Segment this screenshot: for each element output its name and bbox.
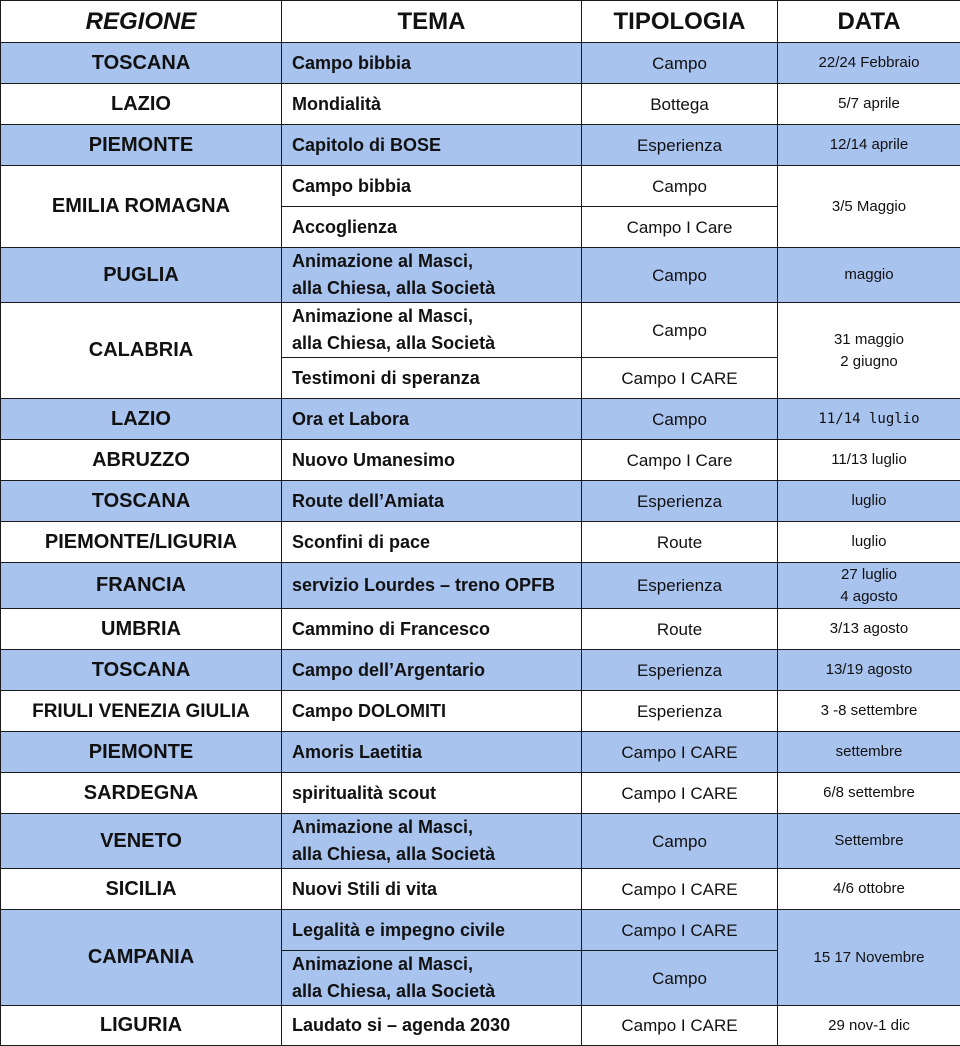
tema-line: Animazione al Masci, — [292, 814, 577, 841]
regione-cell: TOSCANA — [1, 43, 282, 84]
tipologia-cell: Esperienza — [582, 650, 778, 691]
data-line: 4 agosto — [782, 586, 956, 608]
regione-cell: TOSCANA — [1, 481, 282, 522]
data-cell — [778, 563, 960, 609]
tema-cell: Campo bibbia — [282, 43, 582, 84]
data-cell: settembre — [778, 732, 960, 773]
tema-cell — [282, 303, 582, 358]
tipologia-cell: Campo I CARE — [582, 910, 778, 951]
tema-cell: servizio Lourdes – treno OPFB — [282, 563, 582, 609]
data-cell: 4/6 ottobre — [778, 869, 960, 910]
table-row — [1, 869, 960, 910]
data-cell: 3 -8 settembre — [778, 691, 960, 732]
tipologia-cell: Campo I CARE — [582, 358, 778, 399]
tema-line: alla Chiesa, alla Società — [292, 978, 577, 1005]
tema-line: alla Chiesa, alla Società — [292, 275, 577, 302]
header-tema: TEMA — [282, 1, 582, 43]
tema-cell — [282, 951, 582, 1006]
tipologia-cell: Campo I CARE — [582, 732, 778, 773]
tipologia-cell: Campo I Care — [582, 440, 778, 481]
table-row — [1, 125, 960, 166]
table-row — [1, 732, 960, 773]
tema-cell: Legalità e impegno civile — [282, 910, 582, 951]
regione-cell: PUGLIA — [1, 248, 282, 303]
tipologia-cell: Campo I CARE — [582, 773, 778, 814]
header-row — [1, 1, 960, 43]
data-cell: 29 nov-1 dic — [778, 1006, 960, 1046]
regione-cell: ABRUZZO — [1, 440, 282, 481]
regione-cell: LAZIO — [1, 84, 282, 125]
tema-cell: Sconfini di pace — [282, 522, 582, 563]
table-row — [1, 84, 960, 125]
data-cell — [778, 303, 960, 399]
tipologia-cell: Bottega — [582, 84, 778, 125]
tipologia-cell: Campo — [582, 248, 778, 303]
data-cell: 15 17 Novembre — [778, 910, 960, 1006]
data-cell: 6/8 settembre — [778, 773, 960, 814]
data-cell: 3/13 agosto — [778, 609, 960, 650]
tema-cell: Capitolo di BOSE — [282, 125, 582, 166]
regione-cell: LAZIO — [1, 399, 282, 440]
table-row — [1, 399, 960, 440]
tema-cell: Laudato si – agenda 2030 — [282, 1006, 582, 1046]
table-row — [1, 481, 960, 522]
tipologia-cell: Campo — [582, 166, 778, 207]
tema-line: Animazione al Masci, — [292, 951, 577, 978]
regione-cell: LIGURIA — [1, 1006, 282, 1046]
data-cell: maggio — [778, 248, 960, 303]
data-cell: Settembre — [778, 814, 960, 869]
tema-cell — [282, 814, 582, 869]
regione-cell: CALABRIA — [1, 303, 282, 399]
tema-line: Animazione al Masci, — [292, 248, 577, 275]
regione-cell: FRANCIA — [1, 563, 282, 609]
tipologia-cell: Esperienza — [582, 691, 778, 732]
tipologia-cell: Campo — [582, 303, 778, 358]
regione-cell: SARDEGNA — [1, 773, 282, 814]
tipologia-cell: Campo — [582, 951, 778, 1006]
data-cell: 22/24 Febbraio — [778, 43, 960, 84]
regione-cell: EMILIA ROMAGNA — [1, 166, 282, 248]
table-row — [1, 440, 960, 481]
header-regione: REGIONE — [1, 1, 282, 43]
table-row — [1, 1006, 960, 1046]
tipologia-cell: Campo I CARE — [582, 1006, 778, 1046]
tipologia-cell: Esperienza — [582, 125, 778, 166]
header-data: DATA — [778, 1, 960, 43]
table-row — [1, 43, 960, 84]
tema-cell: Mondialità — [282, 84, 582, 125]
tema-cell — [282, 248, 582, 303]
data-cell: 11/14 luglio — [778, 399, 960, 440]
tipologia-cell: Campo I CARE — [582, 869, 778, 910]
data-cell: luglio — [778, 481, 960, 522]
tipologia-cell: Route — [582, 522, 778, 563]
tema-line: alla Chiesa, alla Società — [292, 330, 577, 357]
data-cell: 11/13 luglio — [778, 440, 960, 481]
tipologia-cell: Campo I Care — [582, 207, 778, 248]
tipologia-cell: Route — [582, 609, 778, 650]
tema-cell: Campo DOLOMITI — [282, 691, 582, 732]
data-cell: 12/14 aprile — [778, 125, 960, 166]
regione-cell: UMBRIA — [1, 609, 282, 650]
tema-line: alla Chiesa, alla Società — [292, 841, 577, 868]
table-row — [1, 563, 960, 609]
data-cell: luglio — [778, 522, 960, 563]
table-row — [1, 522, 960, 563]
data-cell: 3/5 Maggio — [778, 166, 960, 248]
data-cell: 5/7 aprile — [778, 84, 960, 125]
regione-cell: PIEMONTE — [1, 125, 282, 166]
table-row — [1, 303, 960, 358]
data-line: 27 luglio — [782, 564, 956, 586]
tipologia-cell: Campo — [582, 43, 778, 84]
tema-cell: Nuovi Stili di vita — [282, 869, 582, 910]
table-row — [1, 773, 960, 814]
table-row — [1, 910, 960, 951]
tipologia-cell: Campo — [582, 399, 778, 440]
table-row — [1, 609, 960, 650]
regione-cell: SICILIA — [1, 869, 282, 910]
regione-cell: PIEMONTE/LIGURIA — [1, 522, 282, 563]
tipologia-cell: Campo — [582, 814, 778, 869]
tema-cell: Testimoni di speranza — [282, 358, 582, 399]
data-line: 31 maggio — [782, 329, 956, 351]
table-row — [1, 248, 960, 303]
tipologia-cell: Esperienza — [582, 563, 778, 609]
tema-cell: Accoglienza — [282, 207, 582, 248]
tema-cell: Nuovo Umanesimo — [282, 440, 582, 481]
table-row — [1, 691, 960, 732]
tema-cell: Campo dell’Argentario — [282, 650, 582, 691]
tema-cell: Cammino di Francesco — [282, 609, 582, 650]
tipologia-cell: Esperienza — [582, 481, 778, 522]
table-row — [1, 166, 960, 207]
data-line: 2 giugno — [782, 351, 956, 373]
table-row — [1, 814, 960, 869]
tema-cell: Amoris Laetitia — [282, 732, 582, 773]
tema-line: Animazione al Masci, — [292, 303, 577, 330]
tema-cell: Route dell’Amiata — [282, 481, 582, 522]
regione-cell: VENETO — [1, 814, 282, 869]
table-row — [1, 650, 960, 691]
header-tipologia: TIPOLOGIA — [582, 1, 778, 43]
tema-cell: spiritualità scout — [282, 773, 582, 814]
regione-cell: PIEMONTE — [1, 732, 282, 773]
regione-cell: TOSCANA — [1, 650, 282, 691]
regione-cell: CAMPANIA — [1, 910, 282, 1006]
tema-cell: Ora et Labora — [282, 399, 582, 440]
regione-cell: FRIULI VENEZIA GIULIA — [1, 691, 282, 732]
data-cell: 13/19 agosto — [778, 650, 960, 691]
tema-cell: Campo bibbia — [282, 166, 582, 207]
